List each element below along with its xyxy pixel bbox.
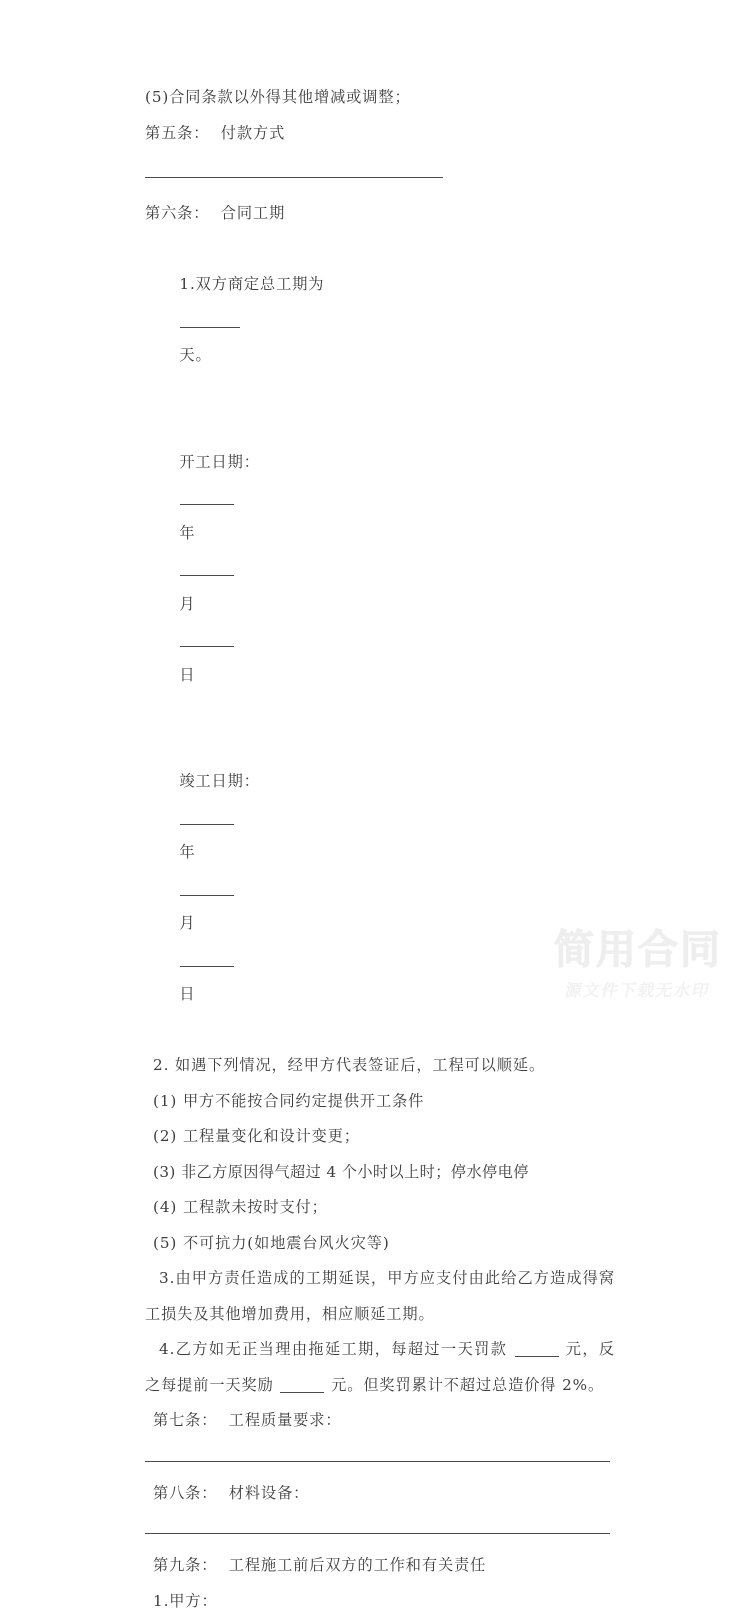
finish-date-month-unit: 月: [179, 914, 195, 932]
delay-cause-2: (2) 工程量变化和设计变更；: [145, 1119, 615, 1155]
finish-date-label: 竣工日期：: [179, 772, 259, 790]
article-8-heading: 第八条： 材料设备：: [145, 1476, 615, 1512]
article-7-heading: 第七条： 工程质量要求：: [145, 1403, 615, 1439]
finish-date-day-blank[interactable]: [180, 966, 234, 967]
spacer: [145, 1439, 615, 1461]
article-6-item-3: 3.由甲方责任造成的工期延误，甲方应支付由此给乙方造成得窝工损失及其他增加费用，相应顺延工期。: [145, 1261, 615, 1332]
delay-cause-4: (4) 工程款未按时支付；: [145, 1190, 615, 1226]
start-date-month-blank[interactable]: [180, 575, 234, 576]
delay-cause-5: (5) 不可抗力(如地震台风火灾等): [145, 1226, 615, 1262]
total-duration-text-after: 天。: [179, 346, 211, 364]
penalty-text-3: 元。但奖罚累计不超过总造价得 2%。: [331, 1376, 604, 1394]
penalty-amount-blank[interactable]: [515, 1356, 559, 1357]
spacer: [145, 151, 615, 177]
finish-date-year-unit: 年: [179, 843, 195, 861]
start-date-day-unit: 日: [179, 666, 195, 684]
finish-date-day-unit: 日: [179, 985, 195, 1003]
start-date-year-blank[interactable]: [180, 504, 234, 505]
start-date-year-unit: 年: [179, 524, 195, 542]
spacer: [145, 178, 615, 196]
finish-date-year-blank[interactable]: [180, 824, 234, 825]
penalty-text-1: 4.乙方如无正当理由拖延工期，每超过一天罚款: [159, 1340, 507, 1358]
delay-cause-3: (3) 非乙方原因得气超过 4 个小时以上时；停水停电停: [145, 1155, 615, 1191]
bonus-amount-blank[interactable]: [280, 1392, 324, 1393]
document-body: [145, 80, 615, 1619]
total-duration-blank[interactable]: [180, 327, 240, 328]
article-9-heading: 第九条： 工程施工前后双方的工作和有关责任: [145, 1548, 615, 1584]
article-6-heading: 第六条： 合同工期: [145, 196, 615, 232]
start-date-day-blank[interactable]: [180, 646, 234, 647]
total-duration-text-before: 1.双方商定总工期为: [179, 275, 324, 293]
start-date-row: [145, 409, 615, 729]
article-6-item-1: [145, 232, 615, 410]
article-6-item-4: [145, 1332, 615, 1403]
finish-date-month-blank[interactable]: [180, 895, 234, 896]
penalty-text-2: 元，反之每提前一天奖励: [145, 1340, 615, 1394]
article-5-heading: 第五条： 付款方式: [145, 116, 615, 152]
delay-cause-1: (1) 甲方不能按合同约定提供开工条件: [145, 1084, 615, 1120]
watermark-brand: 简用合同: [554, 929, 722, 971]
article-6-item-2: 2. 如遇下列情况，经甲方代表签证后，工程可以顺延。: [145, 1048, 615, 1084]
start-date-label: 开工日期：: [179, 453, 259, 471]
finish-date-row: [145, 729, 615, 1049]
watermark-tagline: 源文件下载无水印: [552, 977, 724, 1001]
clause-item-5-prev: (5)合同条款以外得其他增减或调整；: [145, 80, 615, 116]
spacer: [145, 1462, 615, 1476]
article-9-item-1: 1.甲方：: [145, 1584, 615, 1619]
spacer: [145, 1534, 615, 1548]
spacer: [145, 1511, 615, 1533]
start-date-month-unit: 月: [179, 595, 195, 613]
